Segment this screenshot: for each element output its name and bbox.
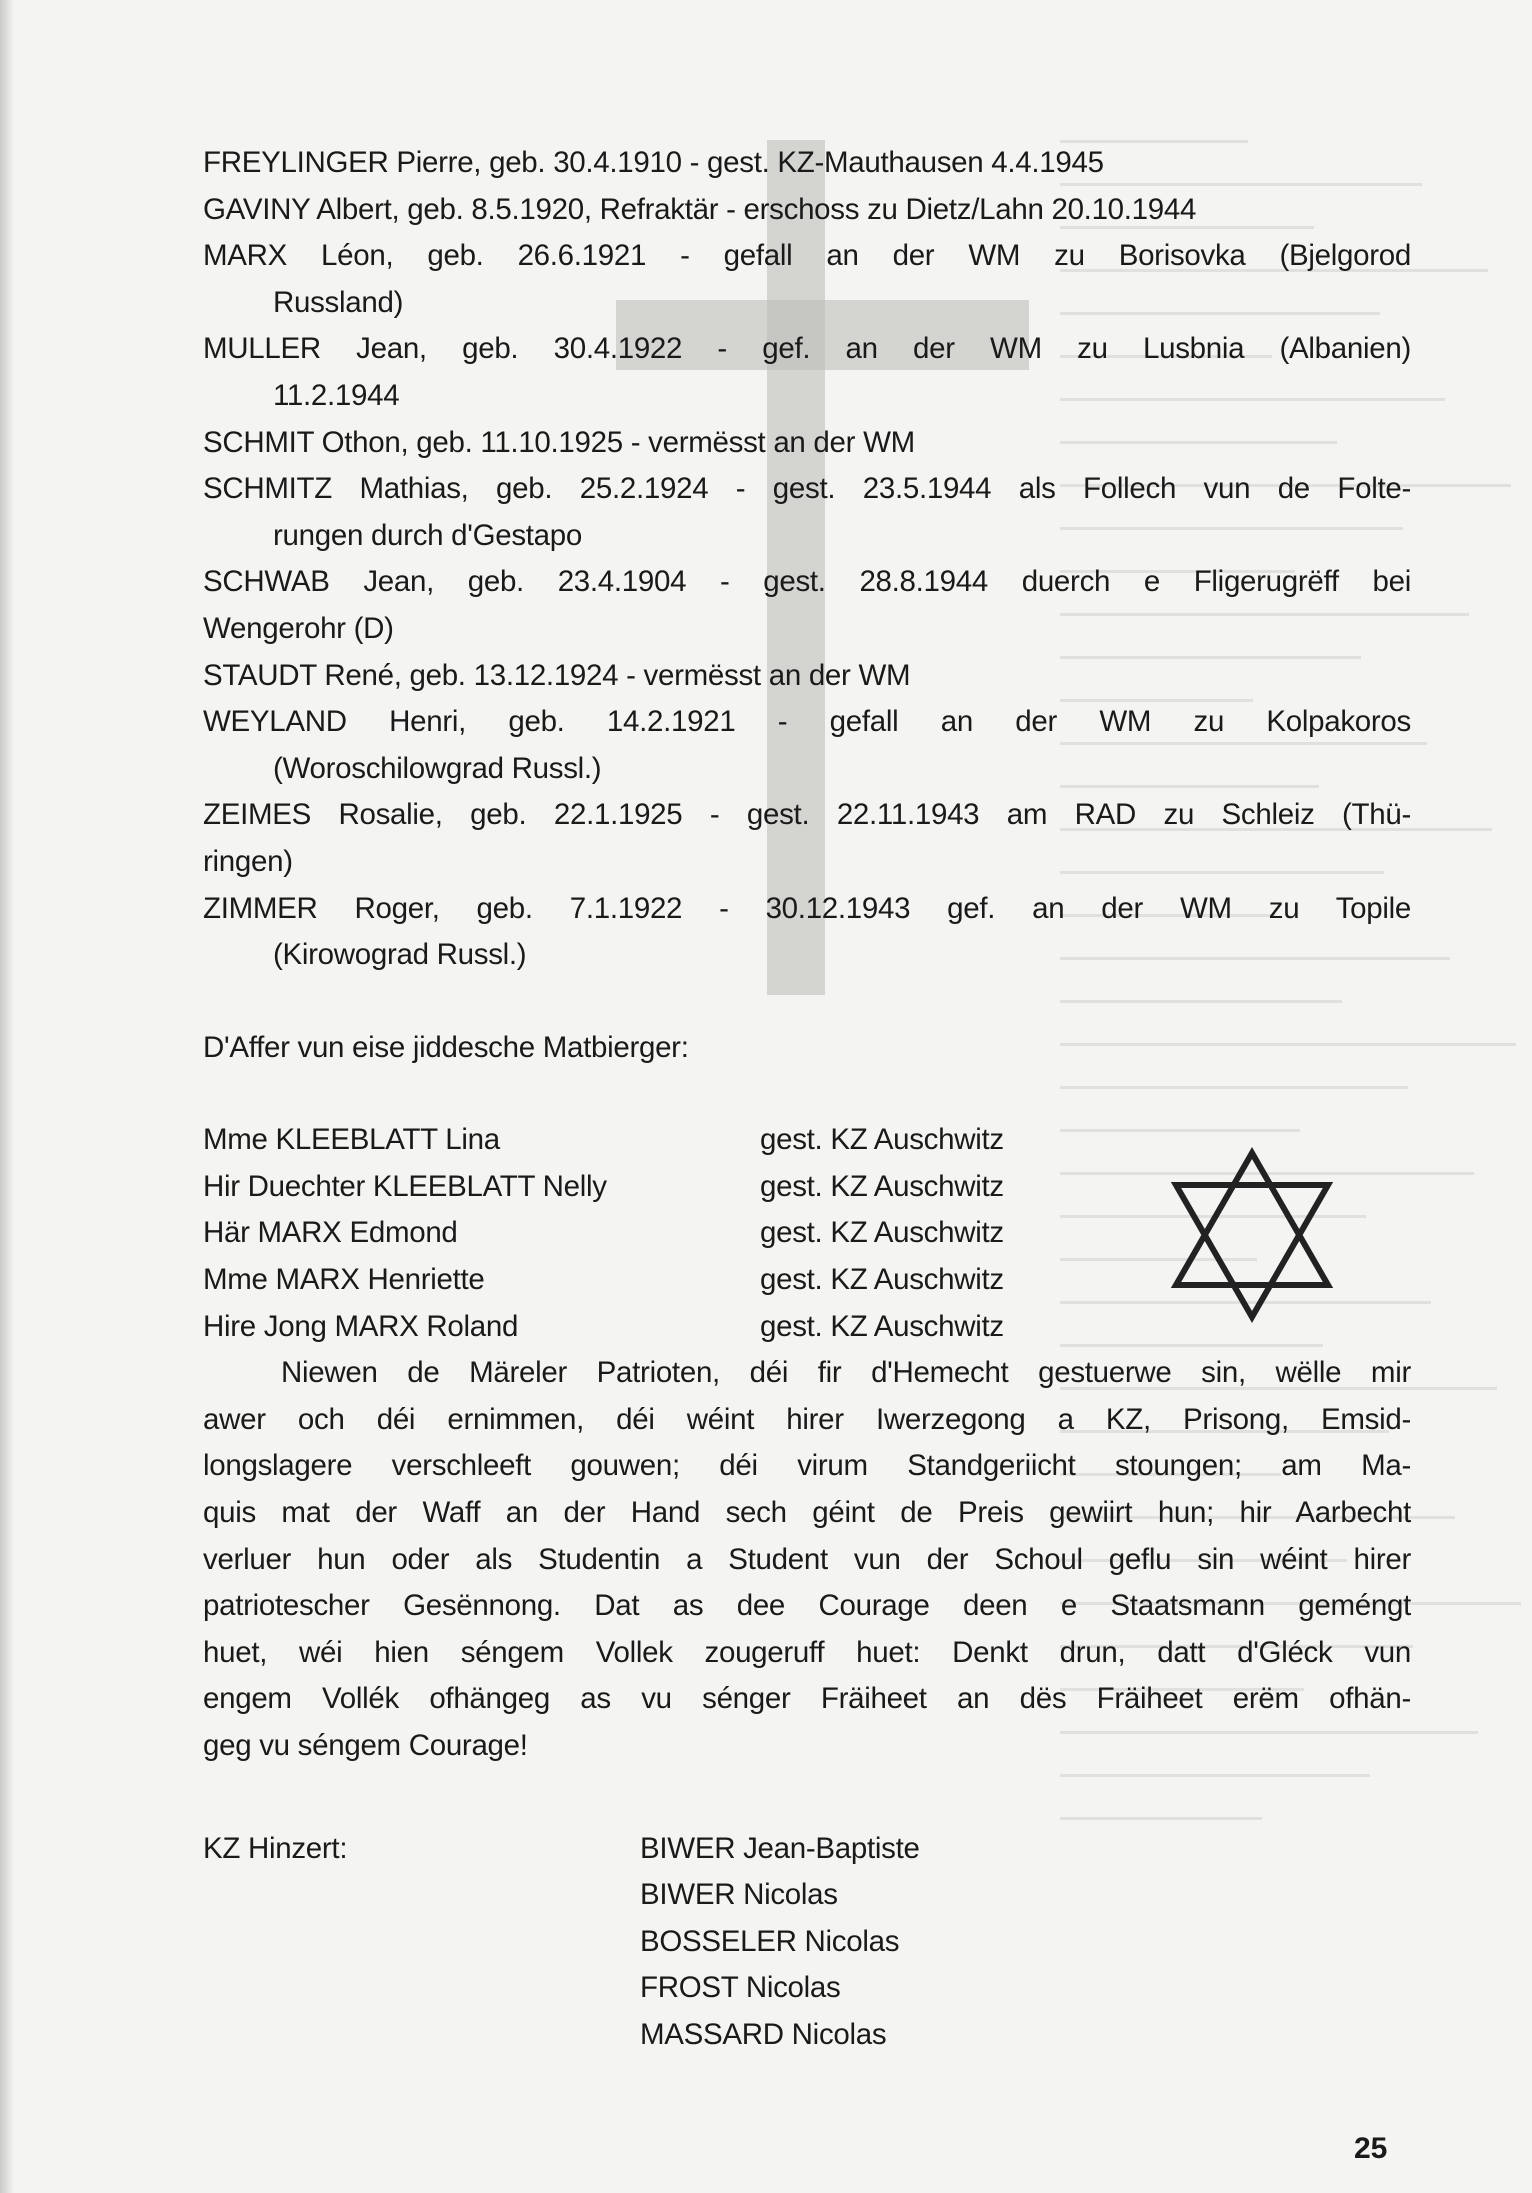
victim-name: Hir Duechter KLEEBLATT Nelly [203, 1169, 607, 1203]
victim-entry [203, 233, 1411, 326]
star-of-david-icon [1170, 1145, 1335, 1325]
entry-line: SCHMITZ Mathias, geb. 25.2.1924 - gest. 23.5.1944 als Follech vun de Folte- [203, 472, 1411, 506]
victim-fate: gest. KZ Auschwitz [760, 1169, 1004, 1203]
victim-entry [203, 653, 1411, 700]
paragraph-line: geg vu séngem Courage! [203, 1729, 528, 1762]
entry-line: WEYLAND Henri, geb. 14.2.1921 - gefall an der WM zu Kolpakoros [203, 705, 1411, 739]
victim-entries [203, 140, 1411, 979]
hinzert-row [203, 1965, 1411, 2012]
entry-line: Wengerohr (D) [203, 611, 394, 645]
victim-name: Mme KLEEBLATT Lina [203, 1123, 500, 1157]
entry-line: MULLER Jean, geb. 30.4.1922 - gef. an der WM zu Lusbnia (Albanien) [203, 332, 1411, 366]
entry-line: ZEIMES Rosalie, geb. 22.1.1925 - gest. 22.11.1943 am RAD zu Schleiz (Thü- [203, 798, 1411, 832]
entry-line: 11.2.1944 [273, 378, 400, 412]
victim-entry [203, 140, 1411, 187]
victim-entry [203, 326, 1411, 419]
entry-line: SCHMIT Othon, geb. 11.10.1925 - vermësst an der WM [203, 425, 915, 459]
victim-entry [203, 420, 1411, 467]
hinzert-name: BOSSELER Nicolas [640, 1924, 900, 1958]
page-content [203, 140, 1411, 2059]
victim-fate: gest. KZ Auschwitz [760, 1123, 1004, 1157]
paragraph-line: engem Vollék ofhängeg as vu sénger Fräiheet an dës Fräiheet erëm ofhän- [203, 1682, 1411, 1716]
page-number: 25 [1354, 2132, 1388, 2165]
hinzert-row [203, 1826, 1411, 1873]
page-edge-shadow [0, 0, 14, 2193]
hinzert-row [203, 1919, 1411, 1966]
hinzert-name: BIWER Nicolas [640, 1878, 838, 1912]
hinzert-name: MASSARD Nicolas [640, 2017, 887, 2051]
victim-fate: gest. KZ Auschwitz [760, 1309, 1004, 1343]
entry-line: Russland) [273, 285, 404, 319]
hinzert-label [203, 1919, 640, 1966]
victim-entry [203, 466, 1411, 559]
hinzert-name: BIWER Jean-Baptiste [640, 1831, 920, 1865]
victim-entry [203, 792, 1411, 885]
hinzert-label [203, 1872, 640, 1919]
paragraph-line: patriotescher Gesënnong. Dat as dee Courage deen e Staatsmann geméngt [203, 1589, 1411, 1623]
victim-entry [203, 886, 1411, 979]
hinzert-row [203, 2012, 1411, 2059]
paragraph-line: awer och déi ernimmen, déi wéint hirer Iwerzegong a KZ, Prisong, Emsid- [203, 1402, 1411, 1436]
hinzert-row [203, 1872, 1411, 1919]
victim-name: Hire Jong MARX Roland [203, 1309, 519, 1343]
entry-line: rungen durch d'Gestapo [273, 518, 582, 552]
paragraph-line: verluer hun oder als Studentin a Student vun der Schoul geflu sin wéint hirer [203, 1542, 1411, 1576]
entry-line: SCHWAB Jean, geb. 23.4.1904 - gest. 28.8.1944 duerch e Fligerugrëff bei [203, 565, 1411, 599]
entry-line: FREYLINGER Pierre, geb. 30.4.1910 - gest. KZ-Mauthausen 4.4.1945 [203, 146, 1104, 179]
hinzert-label [203, 2012, 640, 2059]
entry-line: GAVINY Albert, geb. 8.5.1920, Refraktär - erschoss zu Dietz/Lahn 20.10.1944 [203, 192, 1197, 226]
jewish-victims-heading: D'Affer vun eise jiddesche Matbierger: [203, 1030, 689, 1064]
victim-fate: gest. KZ Auschwitz [760, 1216, 1004, 1250]
entry-line: MARX Léon, geb. 26.6.1921 - gefall an der WM zu Borisovka (Bjelgorod [203, 239, 1411, 273]
hinzert-label: KZ Hinzert: [203, 1831, 348, 1865]
victim-entry [203, 559, 1411, 652]
kz-hinzert-list [203, 1826, 1411, 2059]
paragraph-line: quis mat der Waff an der Hand sech géint de Preis gewiirt hun; hir Aarbecht [203, 1496, 1411, 1530]
paragraph-line: huet, wéi hien séngem Vollek zougeruff huet: Denkt drun, datt d'Gléck vun [203, 1635, 1411, 1669]
victim-fate: gest. KZ Auschwitz [760, 1263, 1004, 1297]
entry-line: STAUDT René, geb. 13.12.1924 - vermësst an der WM [203, 658, 911, 692]
hinzert-name: FROST Nicolas [640, 1971, 841, 2005]
victim-entry [203, 699, 1411, 792]
paragraph-line: Niewen de Märeler Patrioten, déi fir d'Hemecht gestuerwe sin, wëlle mir [281, 1356, 1411, 1390]
victim-name: Mme MARX Henriette [203, 1263, 485, 1297]
memorial-paragraph [203, 1350, 1411, 1769]
victim-entry [203, 187, 1411, 234]
entry-line: ringen) [203, 844, 293, 878]
paragraph-line: longslagere verschleeft gouwen; déi virum Standgeriicht stoungen; am Ma- [203, 1449, 1411, 1483]
hinzert-label [203, 1965, 640, 2012]
victim-name: Här MARX Edmond [203, 1216, 458, 1250]
entry-line: (Woroschilowgrad Russl.) [273, 751, 602, 785]
entry-line: ZIMMER Roger, geb. 7.1.1922 - 30.12.1943 gef. an der WM zu Topile [203, 891, 1411, 925]
entry-line: (Kirowograd Russl.) [273, 938, 527, 972]
